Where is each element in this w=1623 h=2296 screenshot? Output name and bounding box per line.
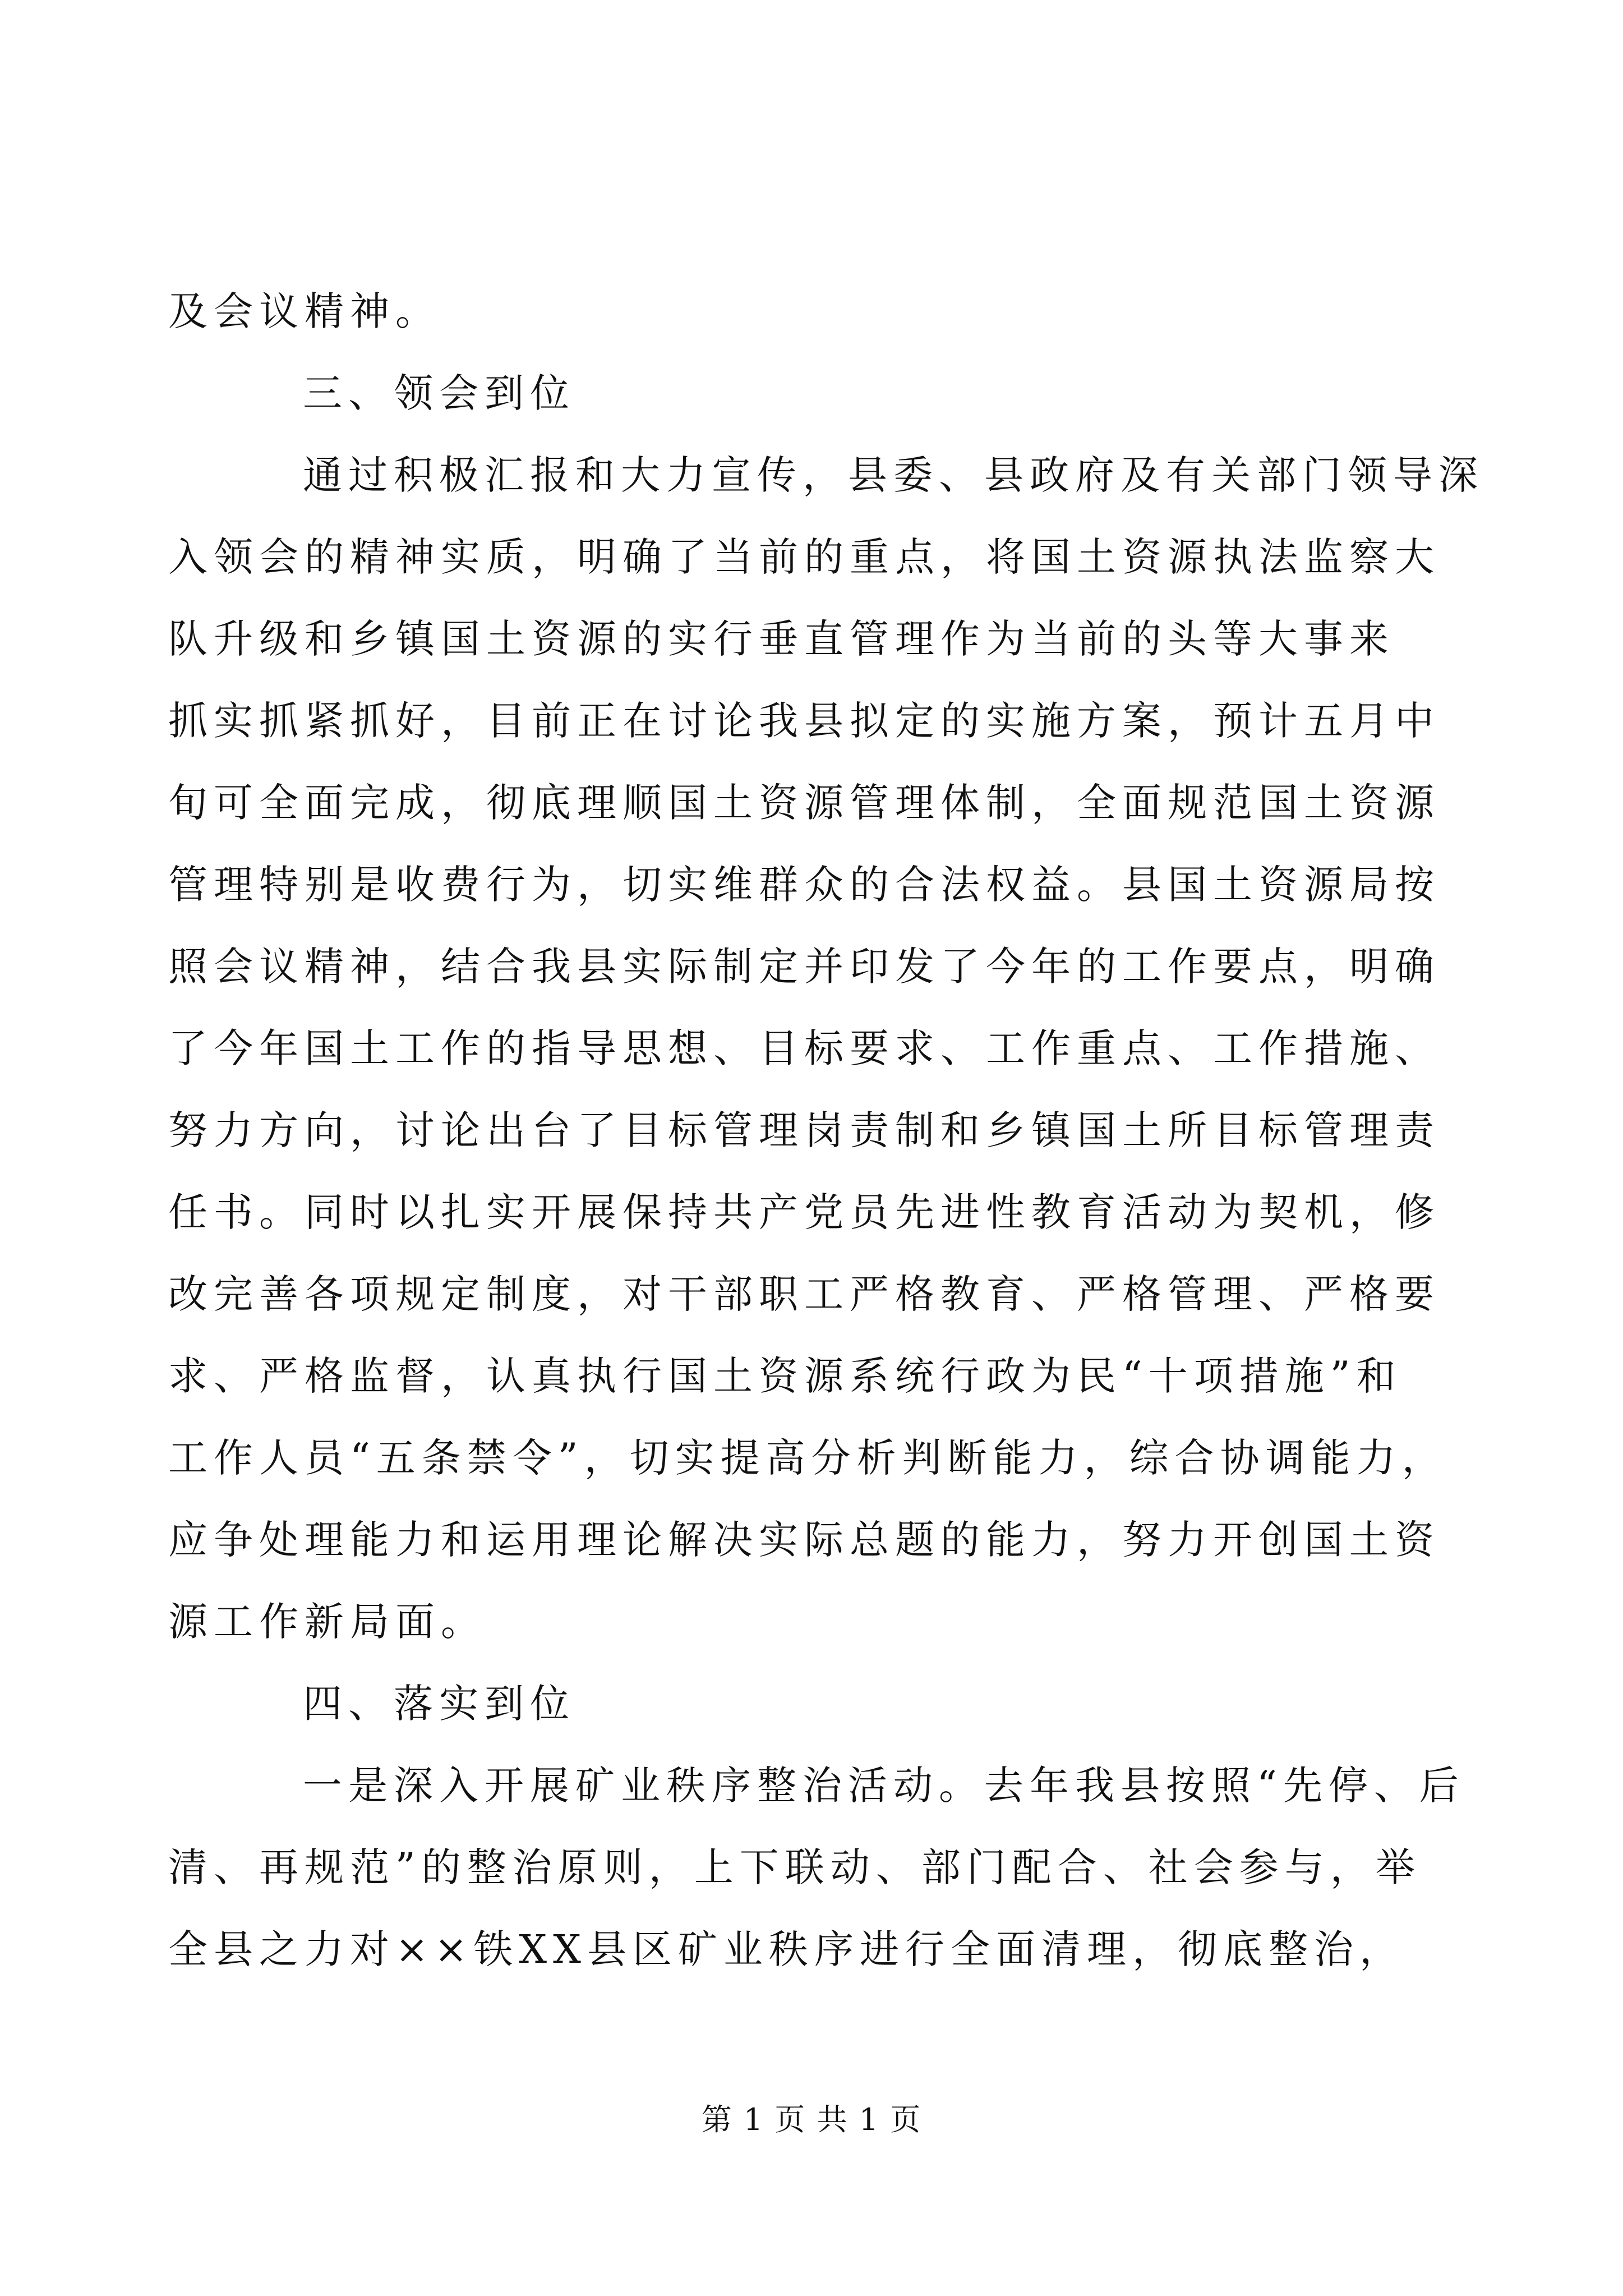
text-line: 了今年国土工作的指导思想、目标要求、工作重点、工作措施、 <box>168 1025 1440 1071</box>
section-heading: 四、落实到位 <box>303 1681 575 1727</box>
text-line: 求、严格监督，认真执行国土资源系统行政为民“十项措施”和 <box>168 1353 1402 1399</box>
text-line: 旬可全面完成，彻底理顺国土资源管理体制，全面规范国土资源 <box>168 780 1440 826</box>
text-line: 管理特别是收费行为，切实维群众的合法权益。县国土资源局按 <box>168 862 1440 908</box>
page-footer <box>0 2100 1623 2139</box>
text-line: 及会议精神。 <box>168 288 441 334</box>
text-line: 队升级和乡镇国土资源的实行垂直管理作为当前的头等大事来 <box>168 616 1395 662</box>
text-line: 通过积极汇报和大力宣传，县委、县政府及有关部门领导深 <box>303 452 1484 498</box>
section-heading: 三、领会到位 <box>303 370 575 416</box>
text-line: 应争处理能力和运用理论解决实际总题的能力，努力开创国土资 <box>168 1517 1440 1563</box>
text-line: 入领会的精神实质，明确了当前的重点，将国土资源执法监察大 <box>168 534 1440 580</box>
text-line: 一是深入开展矿业秩序整治活动。去年我县按照“先停、后 <box>303 1763 1465 1809</box>
page-number: 第 1 页 共 1 页 <box>701 2102 922 2137</box>
text-line: 改完善各项规定制度，对干部职工严格教育、严格管理、严格要 <box>168 1271 1440 1317</box>
document-body <box>168 270 1484 1990</box>
text-line: 全县之力对××铁XX县区矿业秩序进行全面清理，彻底整治， <box>168 1926 1405 1972</box>
text-line: 清、再规范”的整治原则，上下联动、部门配合、社会参与，举 <box>168 1844 1421 1890</box>
text-line: 源工作新局面。 <box>168 1599 486 1645</box>
text-line: 工作人员“五条禁令”，切实提高分析判断能力，综合协调能力， <box>168 1435 1447 1481</box>
text-line: 努力方向，讨论出台了目标管理岗责制和乡镇国土所目标管理责 <box>168 1107 1440 1153</box>
text-line: 任书。同时以扎实开展保持共产党员先进性教育活动为契机，修 <box>168 1189 1440 1235</box>
text-line: 抓实抓紧抓好，目前正在讨论我县拟定的实施方案，预计五月中 <box>168 698 1440 744</box>
text-line: 照会议精神，结合我县实际制定并印发了今年的工作要点，明确 <box>168 944 1440 990</box>
